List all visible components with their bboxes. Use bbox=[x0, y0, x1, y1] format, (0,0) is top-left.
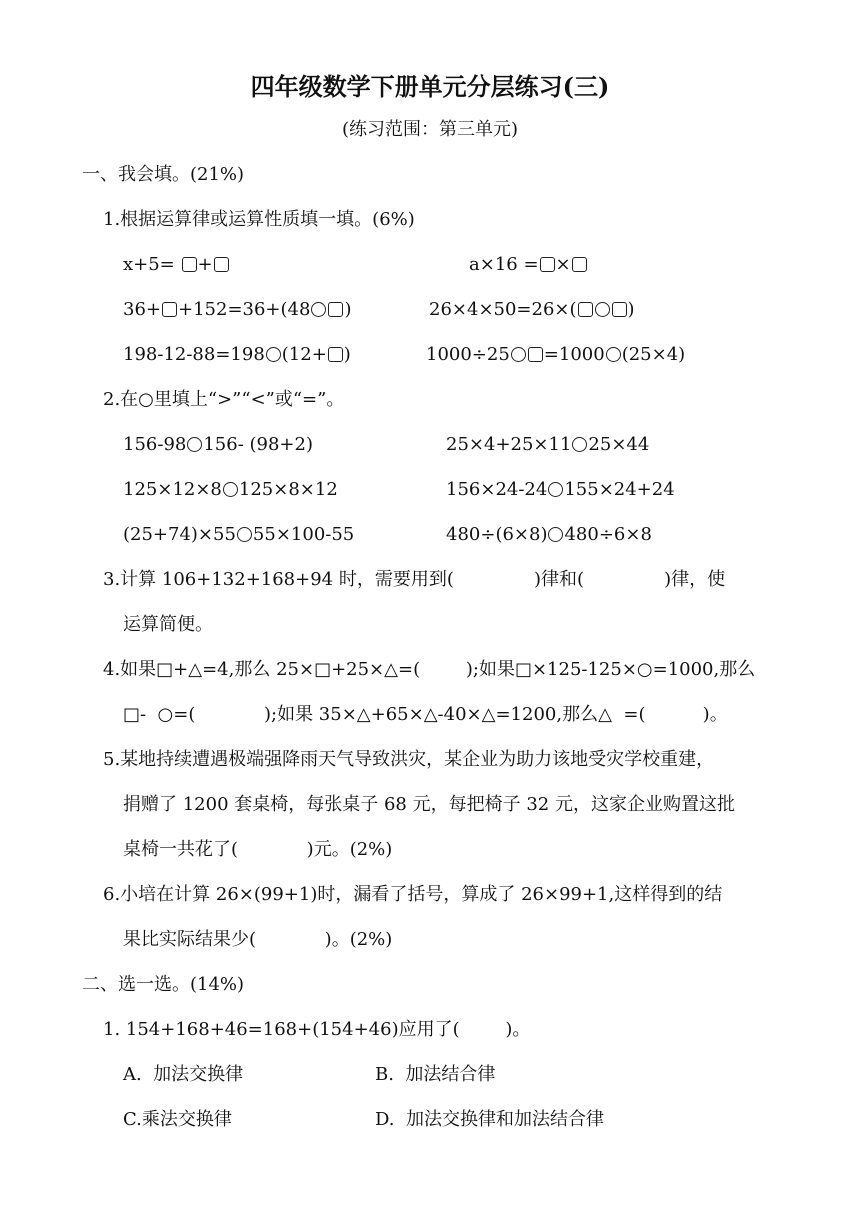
blank-circle-icon bbox=[595, 302, 610, 317]
q1-2-row2-right: 156×24-24 155×24+24 bbox=[446, 479, 675, 500]
q1-1-row3-right: 1000÷25 =1000 (25×4) bbox=[426, 344, 686, 365]
blank-square-icon bbox=[540, 257, 555, 272]
page-title: 四年级数学下册单元分层练习(三) bbox=[250, 72, 610, 101]
page-subtitle: (练习范围：第三单元) bbox=[341, 119, 519, 140]
blank-square-icon bbox=[328, 302, 343, 317]
blank-square-icon bbox=[528, 347, 543, 362]
q1-6-line2: 果比实际结果少( )。(2%) bbox=[123, 929, 393, 950]
blank-square-icon bbox=[214, 257, 229, 272]
q1-5-line2: 捐赠了 1200 套桌椅，每张桌子 68 元，每把椅子 32 元，这家企业购置这批 bbox=[123, 794, 735, 815]
q1-1-row1-right: a×16 = × bbox=[469, 254, 588, 276]
q1-4-line1: 4.如果□+△=4,那么 25×□+25×△=( );如果□×125-125×○=1000,那么 bbox=[103, 659, 756, 680]
blank-circle-icon bbox=[223, 482, 238, 497]
blank-circle-icon bbox=[187, 437, 202, 452]
blank-circle-icon bbox=[606, 347, 621, 362]
q1-2-row1-left: 156-98 156- (98+2) bbox=[123, 434, 313, 455]
q1-1-row3-left: 198-12-88=198 (12+ ) bbox=[123, 344, 351, 365]
blank-circle-icon bbox=[311, 302, 326, 317]
q1-2-row1-right: 25×4+25×11 25×44 bbox=[446, 434, 650, 455]
q1-1-text: 1.根据运算律或运算性质填一填。(6%) bbox=[103, 209, 415, 230]
q1-3-line2: 运算简便。 bbox=[123, 614, 213, 635]
blank-square-icon bbox=[572, 257, 587, 272]
q1-2-row3-right: 480÷(6×8) 480÷6×8 bbox=[446, 524, 652, 545]
blank-square-icon bbox=[162, 302, 177, 317]
blank-circle-icon bbox=[266, 347, 281, 362]
q2-1-text: 1. 154+168+46=168+(154+46)应用了( )。 bbox=[103, 1019, 531, 1040]
blank-square-icon bbox=[578, 302, 593, 317]
section1-heading: 一、我会填。(21%) bbox=[82, 164, 245, 185]
blank-square-icon bbox=[612, 302, 627, 317]
q1-4-line2: □- ○=( );如果 35×△+65×△-40×△=1200,那么△ =( )。 bbox=[123, 704, 728, 725]
blank-circle-icon bbox=[548, 527, 563, 542]
q1-1-row2-right: 26×4×50=26×( ) bbox=[429, 299, 635, 320]
q2-1-option-a: A. 加法交换律 bbox=[123, 1064, 244, 1085]
blank-circle-icon bbox=[237, 527, 252, 542]
q1-5-line1: 5.某地持续遭遇极端强降雨天气导致洪灾，某企业为助力该地受灾学校重建， bbox=[103, 749, 715, 770]
q1-3-line1: 3.计算 106+132+168+94 时，需要用到( )律和( )律，使 bbox=[103, 569, 726, 590]
q1-1-row2-left: 36+ +152=36+(48 ) bbox=[123, 299, 352, 320]
q1-2-row2-left: 125×12×8 125×8×12 bbox=[123, 479, 338, 500]
q1-2-row3-left: (25+74)×55 55×100-55 bbox=[123, 524, 355, 545]
q1-1-row1-left: x+5= + bbox=[123, 254, 230, 276]
q2-1-option-c: C.乘法交换律 bbox=[123, 1109, 232, 1130]
q1-5-line3: 桌椅一共花了( )元。(2%) bbox=[123, 839, 393, 860]
q1-6-line1: 6.小培在计算 26×(99+1)时，漏看了括号，算成了 26×99+1,这样得到的结 bbox=[103, 884, 723, 905]
blank-circle-icon bbox=[572, 437, 587, 452]
q1-2-text: 2.在○里填上“>”“<”或“=”。 bbox=[103, 389, 345, 410]
q2-1-option-b: B. 加法结合律 bbox=[375, 1064, 496, 1085]
blank-circle-icon bbox=[511, 347, 526, 362]
q2-1-option-d: D. 加法交换律和加法结合律 bbox=[375, 1109, 604, 1130]
blank-square-icon bbox=[328, 347, 343, 362]
blank-square-icon bbox=[182, 257, 197, 272]
blank-circle-icon bbox=[548, 482, 563, 497]
section2-heading: 二、选一选。(14%) bbox=[82, 974, 245, 995]
